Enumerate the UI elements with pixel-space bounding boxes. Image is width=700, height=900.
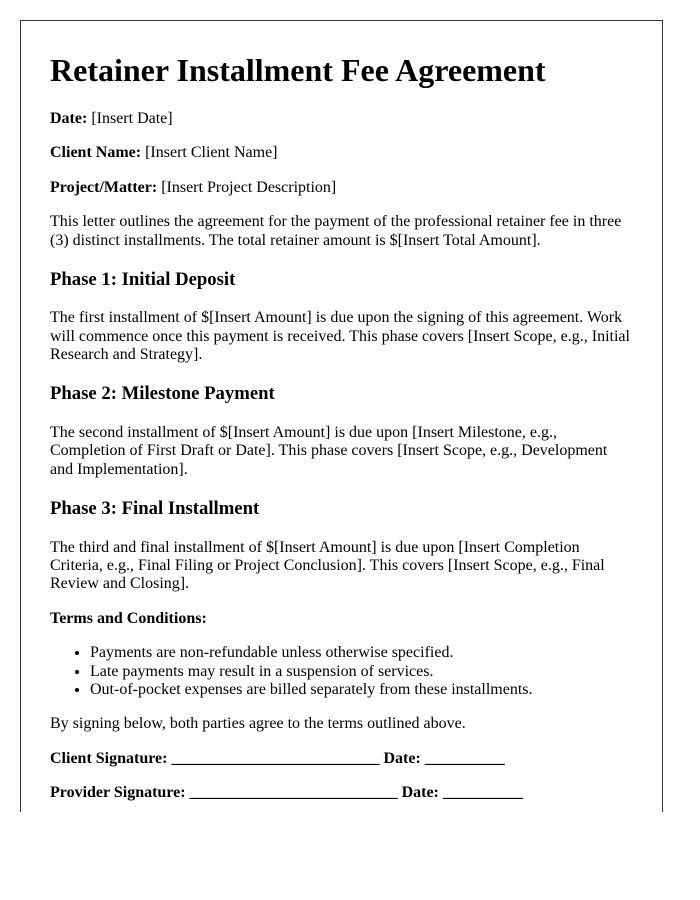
terms-item: • Out-of-pocket expenses are billed separately from these installments. xyxy=(90,681,633,699)
phase-3-text: The third and final installment of $[Insert Amount] is due upon [Insert Completion Criteria, e.g., Final Filing or Project Conclusion]. This covers [Insert Scope, e.g., Final Review and Closing]. xyxy=(50,538,605,593)
client-signature-label: Client Signature: xyxy=(50,749,168,767)
terms-heading xyxy=(50,610,633,628)
client-name-field xyxy=(50,144,633,162)
closing-paragraph: By signing below, both parties agree to the terms outlined above. xyxy=(50,715,466,733)
provider-signature-row xyxy=(50,784,633,802)
project-value: [Insert Project Description] xyxy=(161,178,337,196)
client-date-line: __________ xyxy=(424,749,505,767)
agreement-document xyxy=(20,20,663,812)
phase-1-text: The first installment of $[Insert Amount] is due upon the signing of this agreement. Work will commence once this payment is received. This phase covers [Insert Scope, e.g., Initial Research and Strategy]. xyxy=(50,309,630,364)
date-label: Date: xyxy=(50,110,88,127)
client-signature-line: __________________________ xyxy=(171,749,380,767)
date-value: [Insert Date] xyxy=(91,110,173,127)
project-label: Project/Matter: xyxy=(50,178,158,196)
terms-heading-text: Terms and Conditions: xyxy=(50,609,207,627)
terms-item: • Late payments may result in a suspension of services. xyxy=(90,663,633,681)
client-signature-row xyxy=(50,750,633,768)
provider-signature-label: Provider Signature: xyxy=(50,784,186,802)
phase-3-heading: Phase 3: Final Installment xyxy=(50,497,260,519)
intro-paragraph: This letter outlines the agreement for the payment of the professional retainer fee in three (3) distinct installments. The total retainer amount is $[Insert Total Amount]. xyxy=(50,213,622,249)
client-date-label: Date: xyxy=(383,749,421,767)
terms-item: • Payments are non-refundable unless otherwise specified. xyxy=(90,644,633,662)
provider-signature-line: __________________________ xyxy=(189,784,398,802)
terms-list xyxy=(50,644,633,699)
client-name-value: [Insert Client Name] xyxy=(145,144,278,162)
phase-2-text: The second installment of $[Insert Amount] is due upon [Insert Milestone, e.g., Completion of First Draft or Date]. This phase covers [Insert Scope, e.g., Development and Implementation]. xyxy=(50,424,608,478)
document-title: Retainer Installment Fee Agreement xyxy=(50,52,546,88)
phase-2-heading: Phase 2: Milestone Payment xyxy=(50,383,275,405)
date-field xyxy=(50,110,633,128)
provider-date-line: __________ xyxy=(442,784,523,802)
phase-1-heading: Phase 1: Initial Deposit xyxy=(50,268,236,290)
client-name-label: Client Name: xyxy=(50,144,142,162)
project-field xyxy=(50,179,633,197)
provider-date-label: Date: xyxy=(401,784,439,802)
